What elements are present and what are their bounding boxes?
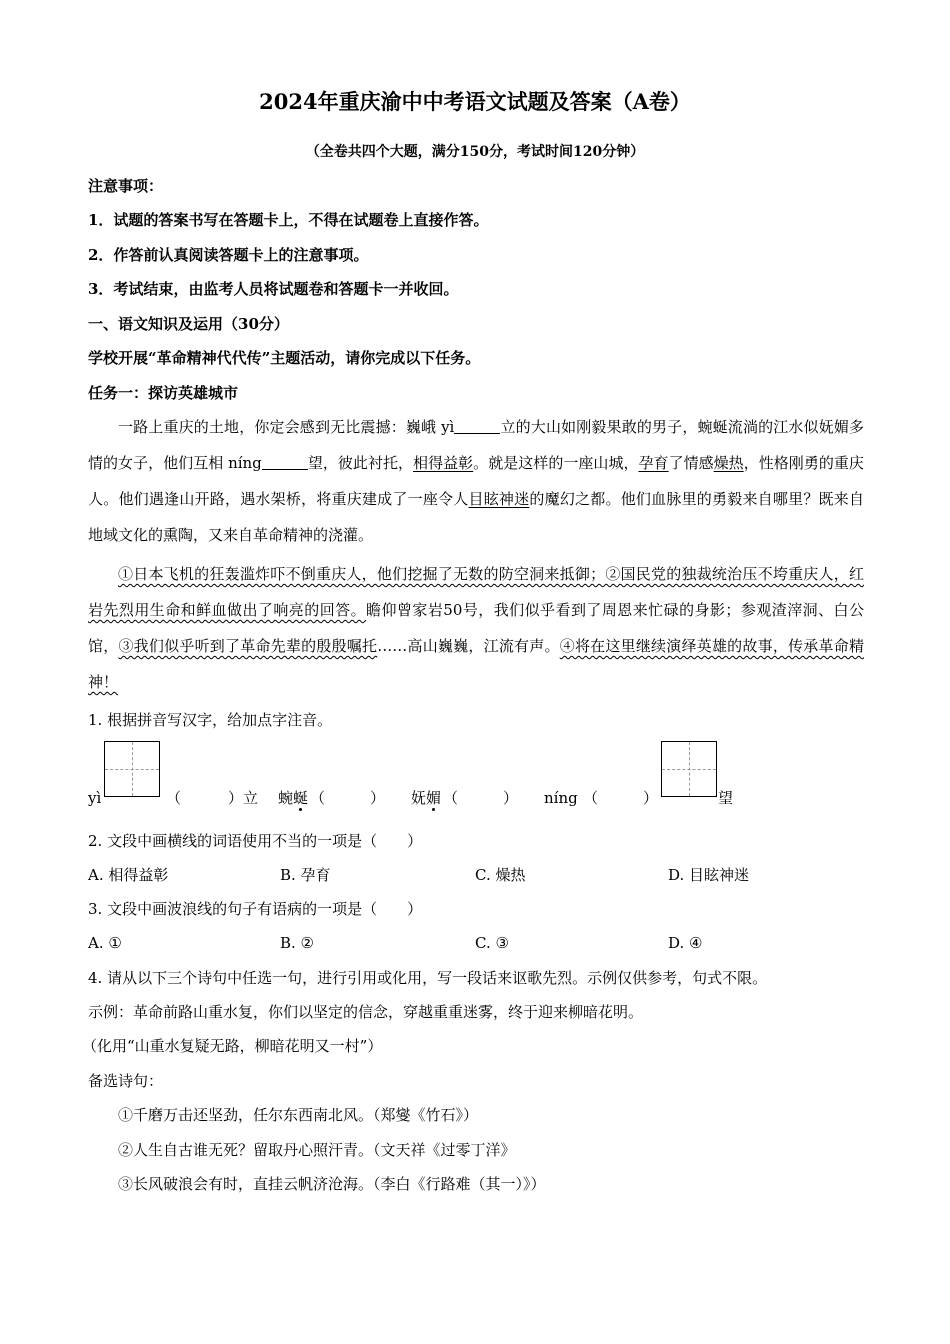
wavy-sentence: ①日本飞机的狂轰滥炸吓不倒重庆人，他们挖掘了无数的防空洞来抵御；②国民党的独裁统治压不垮重庆人，红岩先烈用生命和鲜血做出了响亮的回答。 <box>88 565 864 619</box>
section-intro: 学校开展“革命精神代代传”主题活动，请你完成以下任务。 <box>88 349 481 367</box>
poem-item: ②人生自古谁无死？留取丹心照汗青。（文天祥《过零丁洋》 <box>118 1141 516 1159</box>
notice-item: 1．试题的答案书写在答题卡上，不得在试题卷上直接作答。 <box>88 211 489 229</box>
question-4-example: 示例：革命前路山重水复，你们以坚定的信念，穿越重重迷雾，终于迎来柳暗花明。 <box>88 1003 644 1021</box>
task-heading: 任务一：探访英雄城市 <box>88 384 239 402</box>
wavy-sentence: ③我们似乎听到了革命先辈的殷殷嘱托 <box>118 637 378 655</box>
poems-label: 备选诗句： <box>88 1072 164 1090</box>
page-title: 2024年重庆渝中中考语文试题及答案（A卷） <box>259 89 691 114</box>
page-subtitle: （全卷共四个大题，满分150分，考试时间120分钟） <box>305 144 645 160</box>
option-b[interactable]: B. ② <box>280 934 315 952</box>
answer-paren[interactable]: （ ） <box>310 789 386 807</box>
option-d[interactable]: D. 目眩神迷 <box>668 866 750 884</box>
notice-item: 2．作答前认真阅读答题卡上的注意事项。 <box>88 246 369 264</box>
option-d[interactable]: D. ④ <box>668 934 703 952</box>
question-1-stem: 1. 根据拼音写汉字，给加点字注音。 <box>88 711 333 729</box>
option-c[interactable]: C. ③ <box>475 934 509 952</box>
question-4-note: （化用“山重水复疑无路，柳暗花明又一村”） <box>82 1037 383 1055</box>
question-4-stem: 4. 请从以下三个诗句中任选一句，进行引用或化用，写一段话来讴歌先烈。示例仅供参考，句式不限。 <box>88 969 768 987</box>
character-grid[interactable] <box>104 741 160 797</box>
notice-item: 3．考试结束，由监考人员将试题卷和答题卡一并收回。 <box>88 280 459 298</box>
underlined-word: 目眩神迷 <box>468 490 530 508</box>
wavy-sentence: ④将在这里继续演绎英雄的故事，传承革命精神！ <box>88 637 864 691</box>
blank-line <box>262 453 308 470</box>
underlined-word: 燥热 <box>713 454 744 472</box>
dotted-word-wanyan: 蜿蜒 <box>278 789 309 807</box>
option-a[interactable]: A. 相得益彰 <box>88 866 169 884</box>
blank-line <box>454 417 500 434</box>
poem-item: ①千磨万击还坚劲，任尔东西南北风。（郑燮《竹石》） <box>118 1106 479 1124</box>
underlined-word: 相得益彰 <box>413 454 474 472</box>
paren-close-li: ）立 <box>228 789 259 807</box>
passage-paragraph-2: ①日本飞机的狂轰滥炸吓不倒重庆人，他们挖掘了无数的防空洞来抵御；②国民党的独裁统治压不垮重庆人，红岩先烈用生命和鲜血做出了响亮的回答。瞻仰曾家岩50号，我们似乎看到了周恩来忙碌的身影；参观渣滓洞、白公馆，③我们似乎听到了革命先辈的殷殷嘱托……高山巍巍，江流有声。④将在这里继续演绎英雄的故事，传承革命精神！ <box>88 565 864 691</box>
dotted-word-wumei: 妩媚 <box>411 789 442 807</box>
character-grid[interactable] <box>661 741 717 797</box>
passage-paragraph-1: 一路上重庆的土地，你定会感到无比震撼：巍峨 yì 立的大山如刚毅果敢的男子，蜿蜒流淌的江水似妩媚多情的女子，他们互相 níng 望，彼此衬托，相得益彰。就是这样的一座山城，孕育了情感燥热，性格刚勇的重庆人。他们遇逢山开路，遇水架桥，将重庆建成了一座令人目眩神迷的魔幻之都。他们血脉里的勇毅来自哪里？既来自地域文化的熏陶，又来自革命精神的浇灌。 <box>88 418 864 544</box>
section-heading: 一、语文知识及运用（30分） <box>88 315 289 333</box>
question-3-stem: 3. 文段中画波浪线的句子有语病的一项是（ ） <box>88 900 423 918</box>
pinyin-yi: yì <box>88 789 102 807</box>
char-wang: 望 <box>718 789 734 807</box>
poem-item: ③长风破浪会有时，直挂云帆济沧海。（李白《行路难（其一）》） <box>118 1175 546 1193</box>
answer-paren[interactable]: （ ） <box>443 789 519 807</box>
question-2-stem: 2. 文段中画横线的词语使用不当的一项是（ ） <box>88 832 423 850</box>
option-a[interactable]: A. ① <box>88 934 122 952</box>
option-c[interactable]: C. 燥热 <box>475 866 526 884</box>
underlined-word: 孕育 <box>638 454 669 472</box>
pinyin-ning: níng <box>544 789 578 807</box>
option-b[interactable]: B. 孕育 <box>280 866 331 884</box>
paren-open: （ <box>166 789 182 807</box>
notice-heading: 注意事项： <box>88 177 164 195</box>
answer-paren[interactable]: （ ） <box>583 789 659 807</box>
